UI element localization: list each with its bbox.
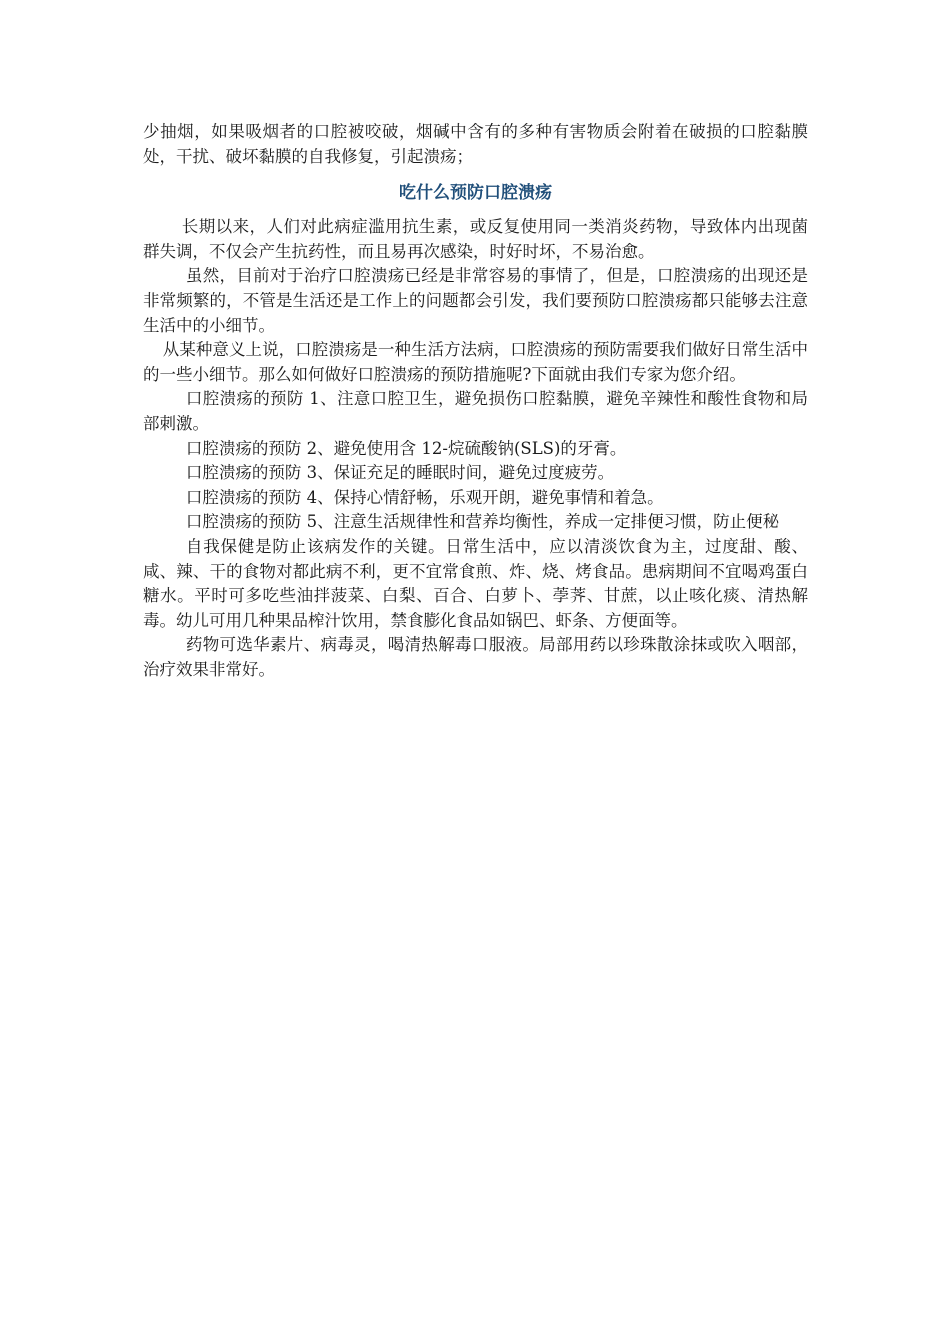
paragraph-2: 虽然，目前对于治疗口腔溃疡已经是非常容易的事情了，但是，口腔溃疡的出现还是非常频繁的，不管是生活还是工作上的问题都会引发，我们要预防口腔溃疡都只能够去注意生活中的小细节。 <box>143 266 808 335</box>
document-body <box>143 120 808 682</box>
paragraph-1: 长期以来，人们对此病症滥用抗生素，或反复使用同一类消炎药物，导致体内出现菌群失调，不仅会产生抗药性，而且易再次感染，时好时坏，不易治愈。 <box>143 217 808 261</box>
paragraph-prevention-4: 口腔溃疡的预防 4、保持心情舒畅，乐观开朗，避免事情和着急。 <box>185 487 664 507</box>
paragraph-prevention-1: 口腔溃疡的预防 1、注意口腔卫生，避免损伤口腔黏膜，避免辛辣性和酸性食物和局部刺激。 <box>143 389 808 433</box>
paragraph-medication: 药物可选华素片、病毒灵，喝清热解毒口服液。局部用药以珍珠散涂抹或吹入咽部，治疗效果非常好。 <box>143 635 808 679</box>
paragraph-self-care: 自我保健是防止该病发作的关键。日常生活中，应以清淡饮食为主，过度甜、酸、咸、辣、干的食物对都此病不利，更不宜常食煎、炸、烧、烤食品。患病期间不宜喝鸡蛋白糖水。平时可多吃些油拌菠菜、白梨、百合、白萝卜、荸荠、甘蔗，以止咳化痰、清热解毒。幼儿可用几种果品榨汁饮用，禁食膨化食品如锅巴、虾条、方便面等。 <box>143 536 808 630</box>
paragraph-intro: 少抽烟，如果吸烟者的口腔被咬破，烟碱中含有的多种有害物质会附着在破损的口腔黏膜处，干扰、破坏黏膜的自我修复，引起溃疡； <box>143 122 808 166</box>
paragraph-prevention-5: 口腔溃疡的预防 5、注意生活规律性和营养均衡性，养成一定排便习惯，防止便秘 <box>185 512 780 532</box>
paragraph-3: 从某种意义上说，口腔溃疡是一种生活方法病，口腔溃疡的预防需要我们做好日常生活中的一些小细节。那么如何做好口腔溃疡的预防措施呢?下面就由我们专家为您介绍。 <box>143 340 808 384</box>
paragraph-prevention-2: 口腔溃疡的预防 2、避免使用含 12-烷硫酸钠(SLS)的牙膏。 <box>185 438 627 458</box>
section-heading: 吃什么预防口腔溃疡 <box>399 183 552 204</box>
paragraph-prevention-3: 口腔溃疡的预防 3、保证充足的睡眠时间，避免过度疲劳。 <box>185 463 615 483</box>
